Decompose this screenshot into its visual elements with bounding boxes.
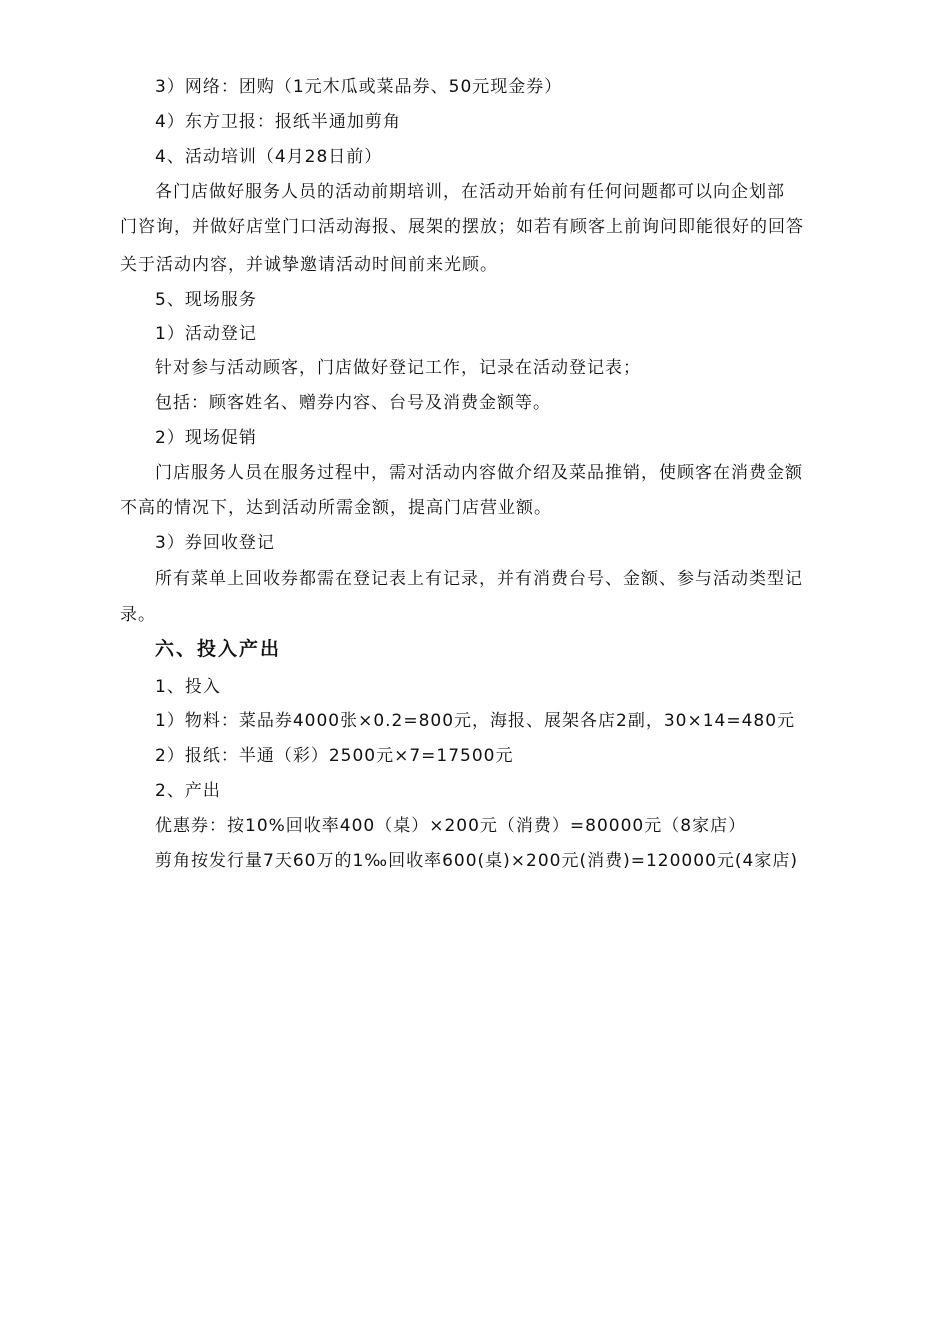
- paragraph-coupon-output: 优惠券：按10%回收率400（桌）×200元（消费）=80000元（8家店）: [155, 816, 747, 836]
- paragraph-promotion-line-1: 门店服务人员在服务过程中，需对活动内容做介绍及菜品推销，使顾客在消费金额: [155, 463, 803, 483]
- section-onsite-service: 5、现场服务: [155, 290, 257, 310]
- section-input: 1、投入: [155, 677, 221, 697]
- list-item-network: 3）网络：团购（1元木瓜或菜品券、50元现金券）: [155, 77, 563, 97]
- paragraph-training-line-2: 门咨询，并做好店堂门口活动海报、展架的摆放；如若有顾客上前询问即能很好的回答: [120, 217, 804, 237]
- paragraph-promotion-line-2: 不高的情况下，达到活动所需金额，提高门店营业额。: [120, 498, 552, 518]
- subsection-onsite-promotion: 2）现场促销: [155, 428, 257, 448]
- section-activity-training: 4、活动培训（4月28日前）: [155, 147, 383, 167]
- list-item-newspaper: 2）报纸：半通（彩）2500元×7=17500元: [155, 746, 514, 766]
- heading-input-output: 六、投入产出: [155, 638, 282, 660]
- paragraph-registration-line-2: 包括：顾客姓名、赠券内容、台号及消费金额等。: [155, 393, 551, 413]
- list-item-oriental-guardian: 4）东方卫报：报纸半通加剪角: [155, 112, 401, 132]
- paragraph-clipping-output: 剪角按发行量7天60万的1‰回收率600(桌)×200元(消费)=120000元(4家店): [155, 851, 798, 871]
- subsection-activity-registration: 1）活动登记: [155, 324, 257, 344]
- subsection-coupon-recovery: 3）券回收登记: [155, 533, 275, 553]
- paragraph-registration-line-1: 针对参与活动顾客，门店做好登记工作，记录在活动登记表；: [155, 358, 641, 378]
- paragraph-training-line-3: 关于活动内容，并诚挚邀请活动时间前来光顾。: [120, 255, 498, 275]
- paragraph-recovery-line-1: 所有菜单上回收券都需在登记表上有记录，并有消费台号、金额、参与活动类型记: [155, 569, 803, 589]
- section-output: 2、产出: [155, 781, 221, 801]
- paragraph-recovery-line-2: 录。: [120, 605, 156, 625]
- paragraph-training-line-1: 各门店做好服务人员的活动前期培训，在活动开始前有任何问题都可以向企划部: [155, 182, 785, 202]
- list-item-materials: 1）物料：菜品券4000张×0.2=800元，海报、展架各店2副，30×14=480元: [155, 711, 796, 731]
